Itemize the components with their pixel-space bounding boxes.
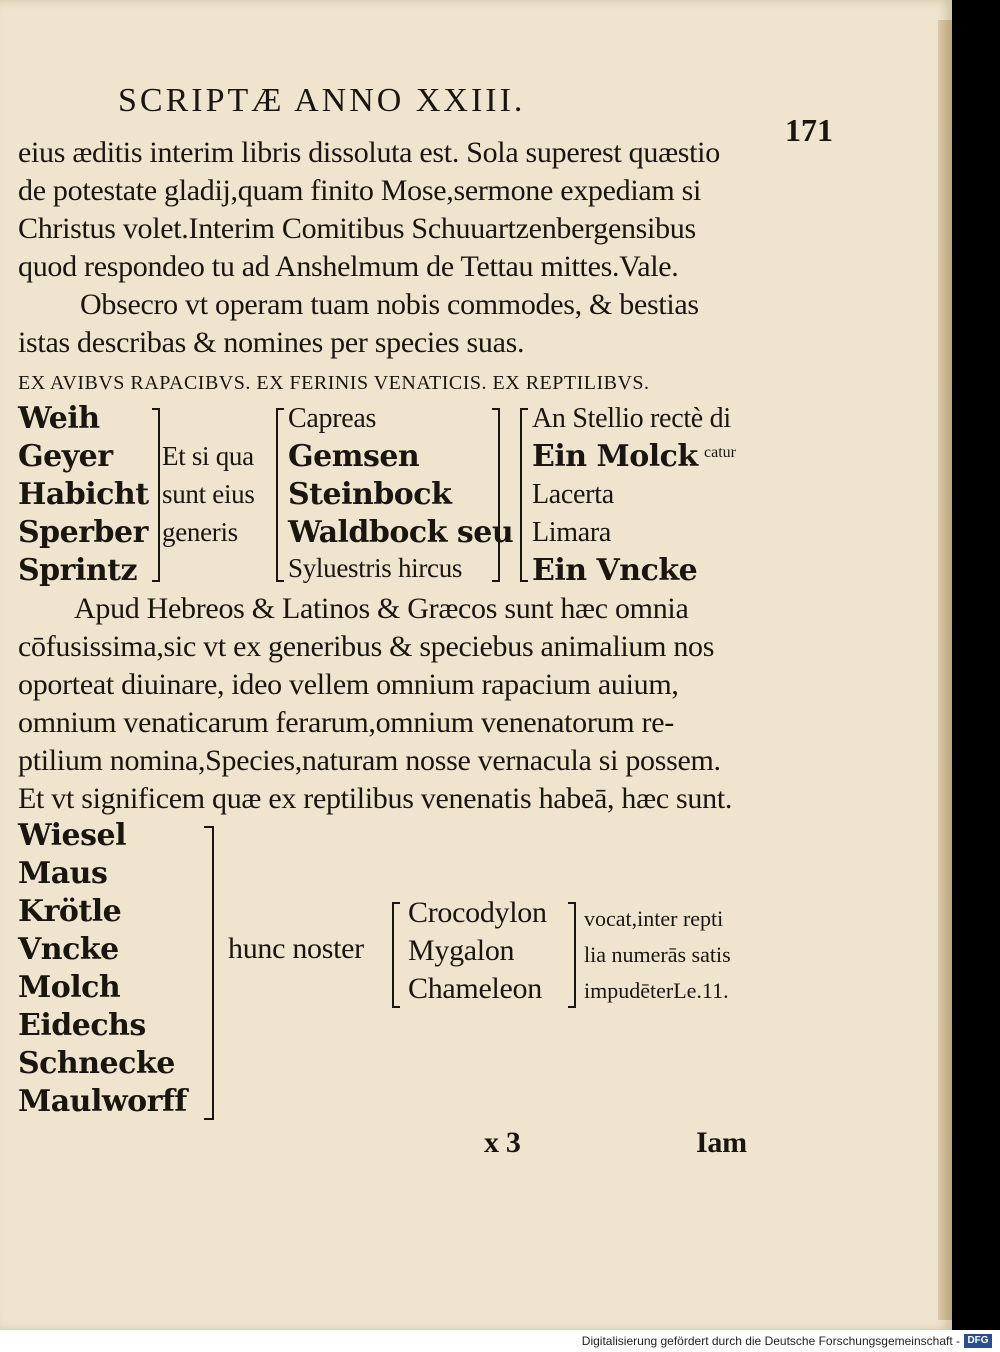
bird-name: Habicht (18, 477, 149, 512)
reptile-note: catur (704, 444, 736, 461)
side-note-line: lia numerās satis (584, 942, 731, 967)
vernacular-name: Krötle (18, 894, 122, 929)
beast-name: Capreas (288, 403, 377, 434)
bird-name: Weih (18, 401, 100, 436)
reptile-name: Limara (532, 517, 612, 548)
text-line: Et vt significem quæ ex reptilibus venenatis habeā, hæc sunt. (18, 782, 733, 815)
brace (392, 902, 400, 1008)
text-line: quod respondeo tu ad Anshelmum de Tettau mittes.Vale. (18, 250, 679, 283)
text-line: cōfusissima,sic vt ex generibus & speciebus animalium nos (18, 630, 715, 663)
text-line: ptilium nomina,Species,naturam nosse vernacula si possem. (18, 744, 721, 777)
hunc-noster: hunc noster (228, 932, 364, 965)
dfg-logo: DFG (964, 1334, 992, 1348)
beast-name: Waldbock seu (288, 515, 514, 550)
greek-name: Mygalon (408, 934, 515, 967)
brace (152, 408, 160, 582)
table-heading: EX AVIBVS RAPACIBVS. EX FERINIS VENATICIS. EX REPTILIBVS. (18, 372, 650, 394)
text-line: eius æditis interim libris dissoluta est. Sola superest quæstio (18, 136, 720, 169)
reptile-name: Ein Vncke (532, 553, 698, 588)
vernacular-name: Molch (18, 970, 121, 1005)
signature-mark: x 3 (484, 1126, 521, 1159)
reptile-name: Lacerta (532, 479, 614, 510)
text-line: Christus volet.Interim Comitibus Schuuartzenbergensibus (18, 212, 696, 245)
greek-name: Chameleon (408, 972, 542, 1005)
text-line: Obsecro vt operam tuam nobis commodes, & bestias (80, 288, 699, 321)
reptile-name: Ein Molck (532, 439, 698, 474)
bird-name: Sperber (18, 515, 148, 550)
greek-name: Crocodylon (408, 896, 547, 929)
brace (568, 902, 576, 1008)
brace (520, 408, 528, 582)
beast-name: Gemsen (288, 439, 420, 474)
vernacular-name: Wiesel (18, 818, 127, 853)
digitization-credit: Digitalisierung gefördert durch die Deutsche Forschungsgemeinschaft - (581, 1334, 960, 1348)
brace (204, 826, 214, 1120)
running-title: SCRIPTÆ ANNO XXIII. (118, 82, 526, 119)
bird-name: Sprintz (18, 553, 138, 588)
vernacular-name: Eidechs (18, 1008, 146, 1043)
birds-note-line: generis (162, 517, 238, 547)
side-note-line: impudēterLe.11. (584, 978, 729, 1003)
brace (492, 408, 500, 582)
text-line: omnium venaticarum ferarum,omnium venenatorum re- (18, 706, 674, 739)
bird-name: Geyer (18, 439, 113, 474)
page-edge (938, 20, 952, 1320)
birds-note-line: sunt eius (162, 479, 255, 509)
text-line: de potestate gladij,quam finito Mose,sermone expediam si (18, 174, 702, 207)
text-line: oporteat diuinare, ideo vellem omnium rapacium auium, (18, 668, 679, 701)
vernacular-name: Schnecke (18, 1046, 175, 1081)
side-note-line: vocat,inter repti (584, 906, 724, 931)
vernacular-name: Vncke (18, 932, 119, 967)
folio-number: 171 (785, 112, 833, 148)
reptile-name: An Stellio rectè di (532, 403, 731, 434)
birds-note-line: Et si qua (162, 441, 254, 471)
vernacular-name: Maulworff (18, 1084, 187, 1119)
beast-name: Steinbock (288, 477, 452, 512)
brace (276, 408, 284, 582)
beast-name: Syluestris hircus (288, 553, 463, 583)
text-line: Apud Hebreos & Latinos & Græcos sunt hæc omnia (74, 592, 689, 625)
vernacular-name: Maus (18, 856, 108, 891)
catchword: Iam (696, 1126, 747, 1159)
text-line: istas describas & nomines per species suas. (18, 326, 525, 359)
